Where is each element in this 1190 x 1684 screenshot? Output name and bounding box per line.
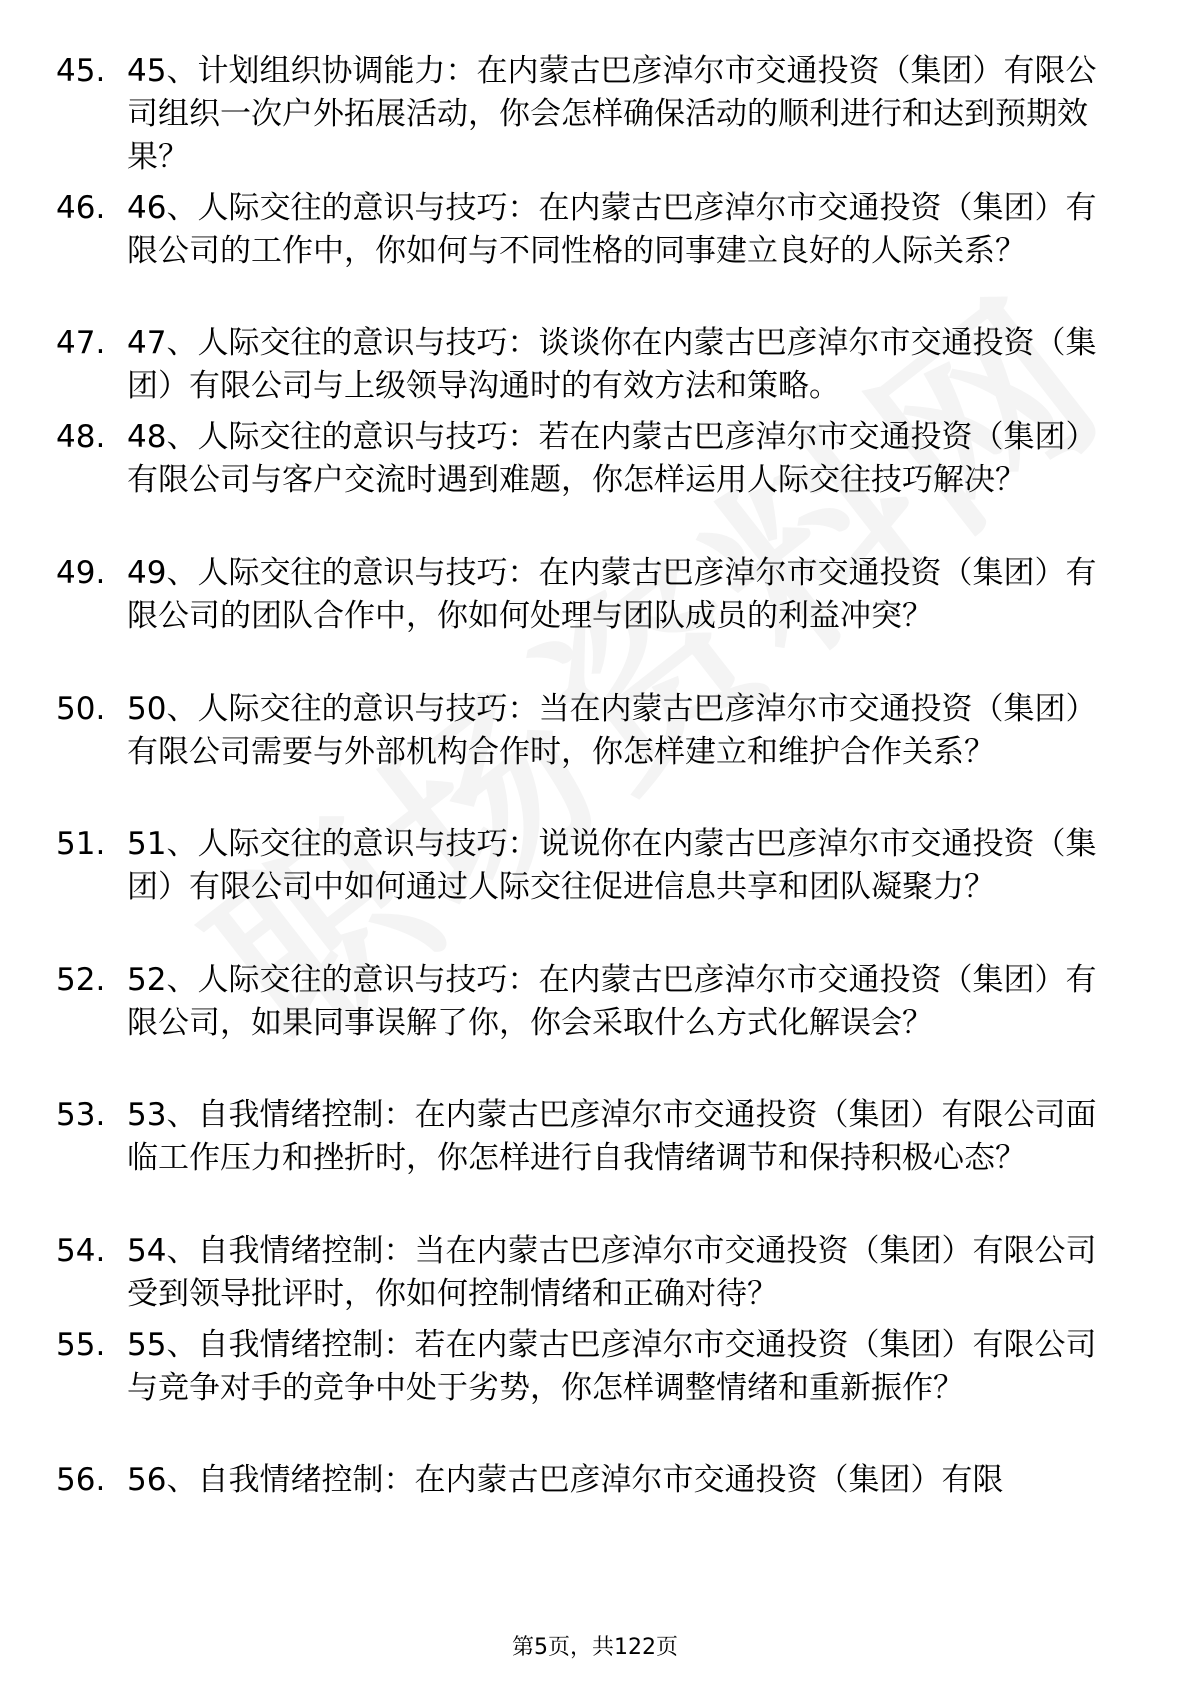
question-text: 51、人际交往的意识与技巧：说说你在内蒙古巴彦淖尔市交通投资（集团）有限公司中如何通过人际交往促进信息共享和团队凝聚力？ [127,826,1097,905]
question-number: 46. [56,190,106,226]
question-number: 51. [56,826,106,862]
page-footer: 第5页，共122页 [512,1635,678,1660]
question-text: 46、人际交往的意识与技巧：在内蒙古巴彦淖尔市交通投资（集团）有限公司的工作中，你如何与不同性格的同事建立良好的人际关系？ [127,190,1097,269]
question-number: 53. [56,1097,106,1133]
question-number: 56. [56,1462,106,1498]
question-text: 45、计划组织协调能力：在内蒙古巴彦淖尔市交通投资（集团）有限公司组织一次户外拓展活动，你会怎样确保活动的顺利进行和达到预期效果？ [127,53,1097,175]
question-text: 55、自我情绪控制：若在内蒙古巴彦淖尔市交通投资（集团）有限公司与竞争对手的竞争中处于劣势，你怎样调整情绪和重新振作？ [127,1327,1097,1406]
question-number: 45. [56,53,106,89]
question-number: 54. [56,1233,106,1269]
question-text: 53、自我情绪控制：在内蒙古巴彦淖尔市交通投资（集团）有限公司面临工作压力和挫折时，你怎样进行自我情绪调节和保持积极心态？ [127,1097,1097,1176]
question-text: 56、自我情绪控制：在内蒙古巴彦淖尔市交通投资（集团）有限 [127,1462,1004,1498]
question-number: 52. [56,962,106,998]
question-number: 55. [56,1327,106,1363]
question-number: 50. [56,691,106,727]
question-number: 48. [56,419,106,455]
question-text: 48、人际交往的意识与技巧：若在内蒙古巴彦淖尔市交通投资（集团）有限公司与客户交流时遇到难题，你怎样运用人际交往技巧解决？ [127,419,1097,498]
question-text: 50、人际交往的意识与技巧：当在内蒙古巴彦淖尔市交通投资（集团）有限公司需要与外部机构合作时，你怎样建立和维护合作关系？ [127,691,1097,770]
question-text: 52、人际交往的意识与技巧：在内蒙古巴彦淖尔市交通投资（集团）有限公司，如果同事误解了你，你会采取什么方式化解误会？ [127,962,1097,1041]
question-number: 47. [56,325,106,361]
question-text: 47、人际交往的意识与技巧：谈谈你在内蒙古巴彦淖尔市交通投资（集团）有限公司与上级领导沟通时的有效方法和策略。 [127,325,1097,404]
question-number: 49. [56,555,106,591]
question-text: 54、自我情绪控制：当在内蒙古巴彦淖尔市交通投资（集团）有限公司受到领导批评时，你如何控制情绪和正确对待？ [127,1233,1097,1312]
question-text: 49、人际交往的意识与技巧：在内蒙古巴彦淖尔市交通投资（集团）有限公司的团队合作中，你如何处理与团队成员的利益冲突？ [127,555,1097,634]
